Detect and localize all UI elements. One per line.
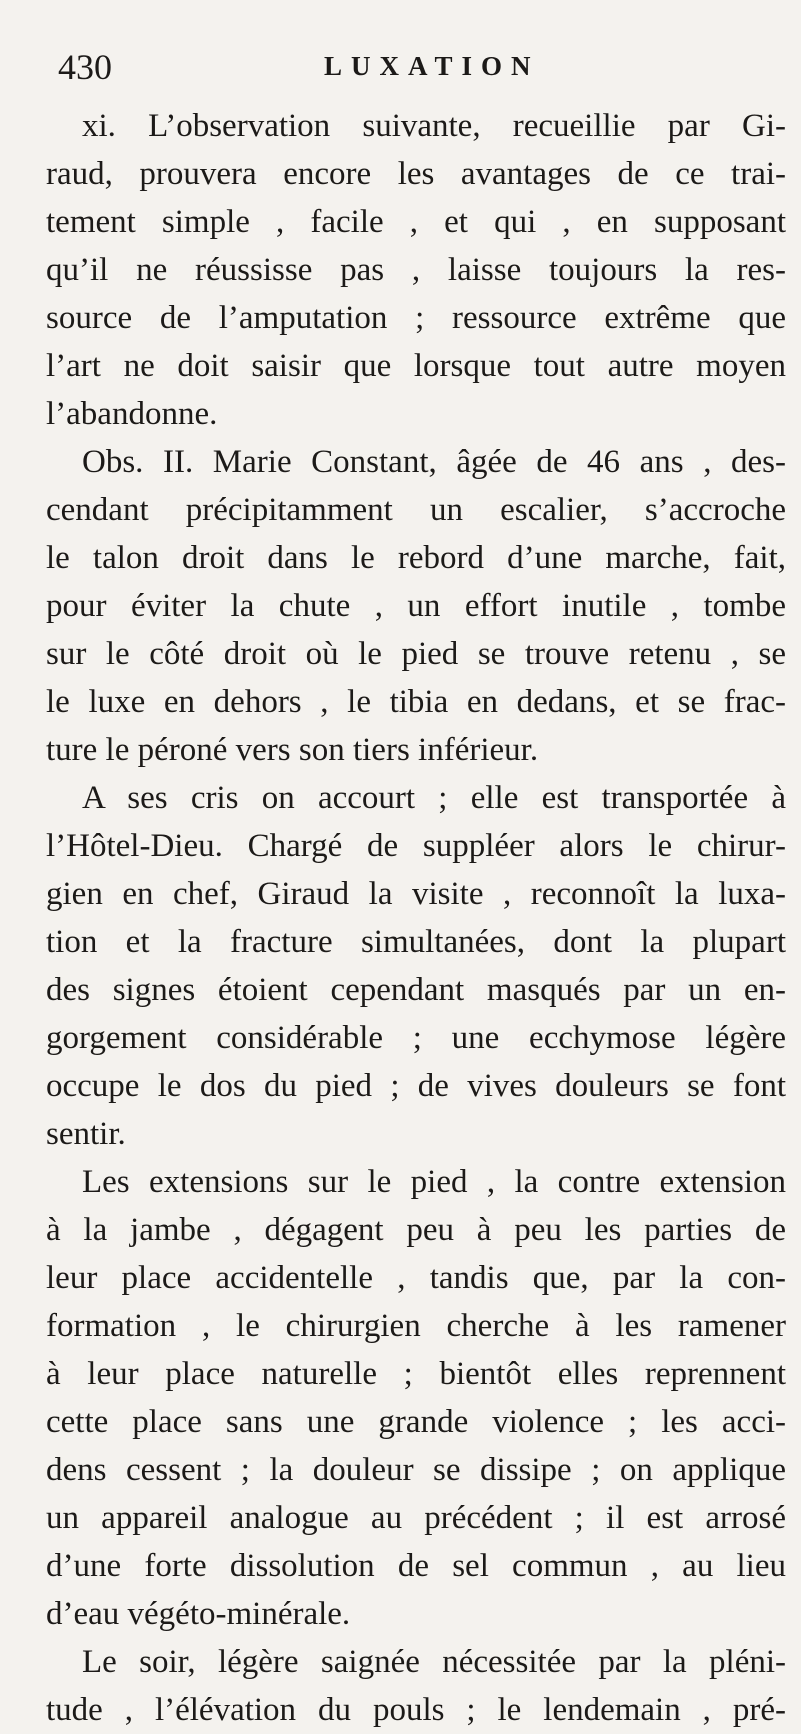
text-line: d’eau végéto-minérale. xyxy=(46,1596,351,1632)
running-head: LUXATION xyxy=(324,51,540,81)
text-line: raud, prouvera encore les avantages de ce trai- xyxy=(46,156,786,192)
text-line: sur le côté droit où le pied se trouve retenu , se xyxy=(46,636,786,672)
text-line: l’art ne doit saisir que lorsque tout autre moyen xyxy=(46,348,786,384)
text-line: à leur place naturelle ; bientôt elles reprennent xyxy=(46,1356,786,1392)
text-line: le talon droit dans le rebord d’une marche, fait, xyxy=(46,540,786,576)
text-line: xi. L’observation suivante, recueillie par Gi- xyxy=(82,108,786,144)
text-line: cette place sans une grande violence ; les acci- xyxy=(46,1404,786,1440)
text-line: source de l’amputation ; ressource extrême que xyxy=(46,300,786,336)
text-line: tion et la fracture simultanées, dont la plupart xyxy=(46,924,786,960)
text-line: cendant précipitamment un escalier, s’accroche xyxy=(46,492,786,528)
text-line: Le soir, légère saignée nécessitée par la pléni- xyxy=(82,1644,786,1680)
text-line: qu’il ne réussisse pas , laisse toujours la res- xyxy=(46,252,786,288)
text-line: gorgement considérable ; une ecchymose légère xyxy=(46,1020,786,1056)
body-text xyxy=(46,102,786,1734)
text-line: formation , le chirurgien cherche à les ramener xyxy=(46,1308,786,1344)
text-line: pour éviter la chute , un effort inutile , tombe xyxy=(46,588,786,624)
text-line: dens cessent ; la douleur se dissipe ; on applique xyxy=(46,1452,786,1488)
text-line: occupe le dos du pied ; de vives douleurs se font xyxy=(46,1068,786,1104)
page-number: 430 xyxy=(58,47,112,87)
text-line: un appareil analogue au précédent ; il est arrosé xyxy=(46,1500,786,1536)
text-line: des signes étoient cependant masqués par un en- xyxy=(46,972,786,1008)
text-line: tement simple , facile , et qui , en supposant xyxy=(46,204,786,240)
text-line: ture le péroné vers son tiers inférieur. xyxy=(46,732,539,768)
text-line: le luxe en dehors , le tibia en dedans, et se frac- xyxy=(46,684,786,720)
text-line: A ses cris on accourt ; elle est transportée à xyxy=(82,780,786,816)
page-header xyxy=(58,42,778,92)
text-line: l’Hôtel-Dieu. Chargé de suppléer alors le chirur- xyxy=(46,828,786,864)
text-line: tude , l’élévation du pouls ; le lendemain , pré- xyxy=(46,1692,786,1728)
text-line: d’une forte dissolution de sel commun , au lieu xyxy=(46,1548,786,1584)
text-line: à la jambe , dégagent peu à peu les parties de xyxy=(46,1212,786,1248)
text-line: gien en chef, Giraud la visite , reconnoît la luxa- xyxy=(46,876,786,912)
text-line: Obs. II. Marie Constant, âgée de 46 ans , des- xyxy=(82,444,786,480)
text-line: sentir. xyxy=(46,1116,126,1152)
text-line: l’abandonne. xyxy=(46,396,218,432)
text-line: leur place accidentelle , tandis que, par la con- xyxy=(46,1260,786,1296)
text-line: Les extensions sur le pied , la contre extension xyxy=(82,1164,786,1200)
